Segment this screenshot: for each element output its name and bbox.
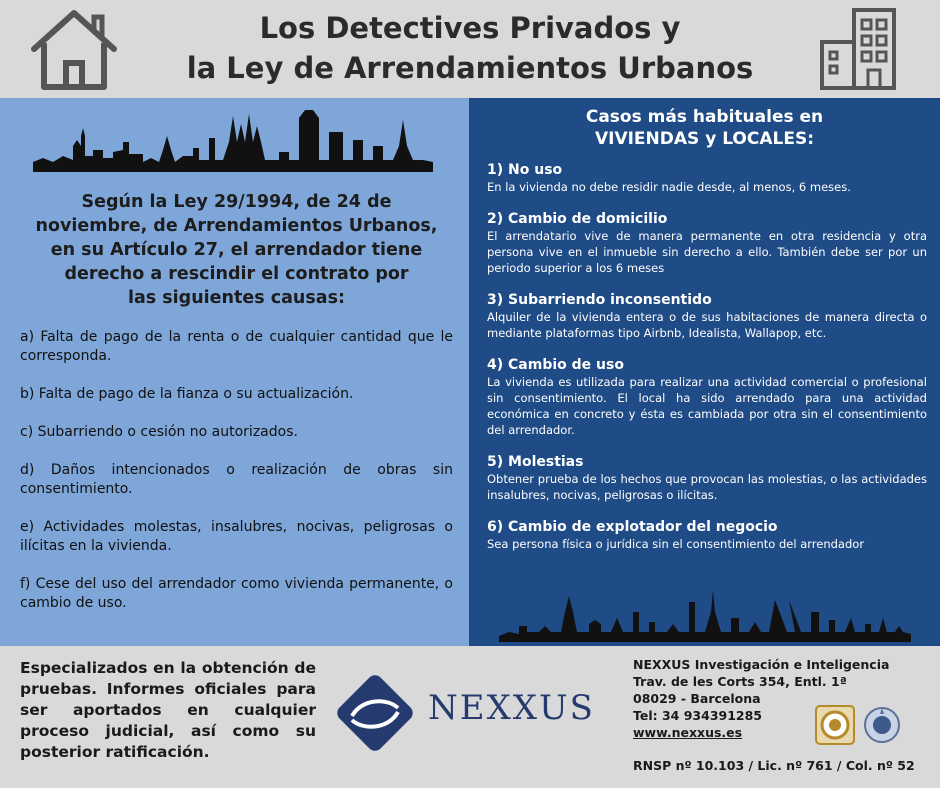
case-text: Alquiler de la vivienda entera o de sus habitaciones de manera directa o mediante plataformas tipo Airbnb, Idealista, Wallapop, etc. — [487, 310, 927, 340]
house-icon — [28, 7, 120, 91]
cases-title-line-1: Casos más habituales en — [585, 107, 824, 127]
cases-list — [487, 162, 927, 568]
nexxus-logo-icon — [330, 668, 420, 758]
intro-text — [20, 190, 453, 310]
company-name: NEXXUS Investigación e Inteligencia — [633, 657, 890, 672]
case-heading: 6) Cambio de explotador del negocio — [487, 519, 778, 535]
right-panel — [469, 98, 940, 646]
intro-line: Según la Ley 29/1994, de 24 de — [81, 192, 392, 212]
building-icon — [818, 6, 898, 92]
footer-description: Especializados en la obtención de pruebas. Informes oficiales para ser aportados en cualquier proceso judicial, así como su posterior ratificación. — [20, 659, 316, 761]
cause-item: e) Actividades molestas, insalubres, nocivas, peligrosas o ilícitas en la vivienda. — [20, 519, 453, 554]
title-line-1: Los Detectives Privados y — [259, 11, 681, 45]
badges — [814, 704, 904, 746]
license-numbers: RNSP nº 10.103 / Lic. nº 761 / Col. nº 52 — [633, 758, 915, 773]
case-item — [487, 454, 927, 503]
cases-title-line-2: VIVIENDAS y LOCALES: — [594, 129, 815, 149]
title-line-2: la Ley de Arrendamientos Urbanos — [186, 51, 754, 85]
case-text: Obtener prueba de los hechos que provocan las molestias, o las actividades insalubres, nocivas, peligrosas o ilícitas. — [487, 472, 927, 502]
header — [0, 0, 940, 98]
left-panel — [0, 98, 469, 646]
case-text: El arrendatario vive de manera permanente en otra residencia y otra persona vive en el inmueble sin derecho a ello. También debe ser por un periodo superior a los 6 meses — [487, 229, 927, 275]
skyline-barcelona — [33, 106, 433, 172]
website-link[interactable]: www.nexxus.es — [633, 725, 743, 740]
phone: Tel: 34 934391285 — [633, 708, 763, 723]
intro-line: las siguientes causas: — [127, 288, 346, 308]
intro-line: derecho a rescindir el contrato por — [64, 264, 409, 284]
case-item — [487, 292, 927, 341]
case-item — [487, 357, 927, 438]
case-text: En la vivienda no debe residir nadie desde, al menos, 6 meses. — [487, 180, 851, 194]
case-text: La vivienda es utilizada para realizar una actividad comercial o profesional sin consentimiento. El local ha sido arrendado para una actividad económica en concreto y ésta es cambiada por otra sin el consentimiento del arrendador. — [487, 375, 927, 437]
case-item — [487, 519, 927, 552]
address-line-2: 08029 - Barcelona — [633, 691, 761, 706]
case-heading: 5) Molestias — [487, 454, 584, 470]
seal-badge-icon — [816, 706, 854, 744]
intro-line: noviembre, de Arrendamientos Urbanos, — [35, 216, 438, 236]
case-heading: 1) No uso — [487, 162, 563, 178]
address-line-1: Trav. de les Corts 354, Entl. 1ª — [633, 674, 847, 689]
cause-item: c) Subarriendo o cesión no autorizados. — [20, 424, 298, 440]
skyline-madrid — [499, 582, 911, 642]
case-heading: 4) Cambio de uso — [487, 357, 624, 373]
intro-line: en su Artículo 27, el arrendador tiene — [50, 240, 423, 260]
footer — [0, 646, 940, 788]
cause-item: a) Falta de pago de la renta o de cualquier cantidad que le corresponda. — [20, 329, 453, 364]
causes-list — [20, 328, 453, 632]
logo-wordmark: NEXXUS — [428, 688, 595, 728]
case-heading: 2) Cambio de domicilio — [487, 211, 668, 227]
cause-item: b) Falta de pago de la fianza o su actualización. — [20, 386, 354, 402]
case-text: Sea persona física o jurídica sin el consentimiento del arrendador — [487, 537, 865, 551]
police-badge-icon — [865, 708, 899, 742]
case-item — [487, 211, 927, 276]
case-heading: 3) Subarriendo inconsentido — [487, 292, 712, 308]
cause-item: f) Cese del uso del arrendador como vivienda permanente, o cambio de uso. — [20, 576, 453, 611]
case-item — [487, 162, 927, 195]
cause-item: d) Daños intencionados o realización de obras sin consentimiento. — [20, 462, 453, 497]
cases-title — [469, 106, 940, 150]
